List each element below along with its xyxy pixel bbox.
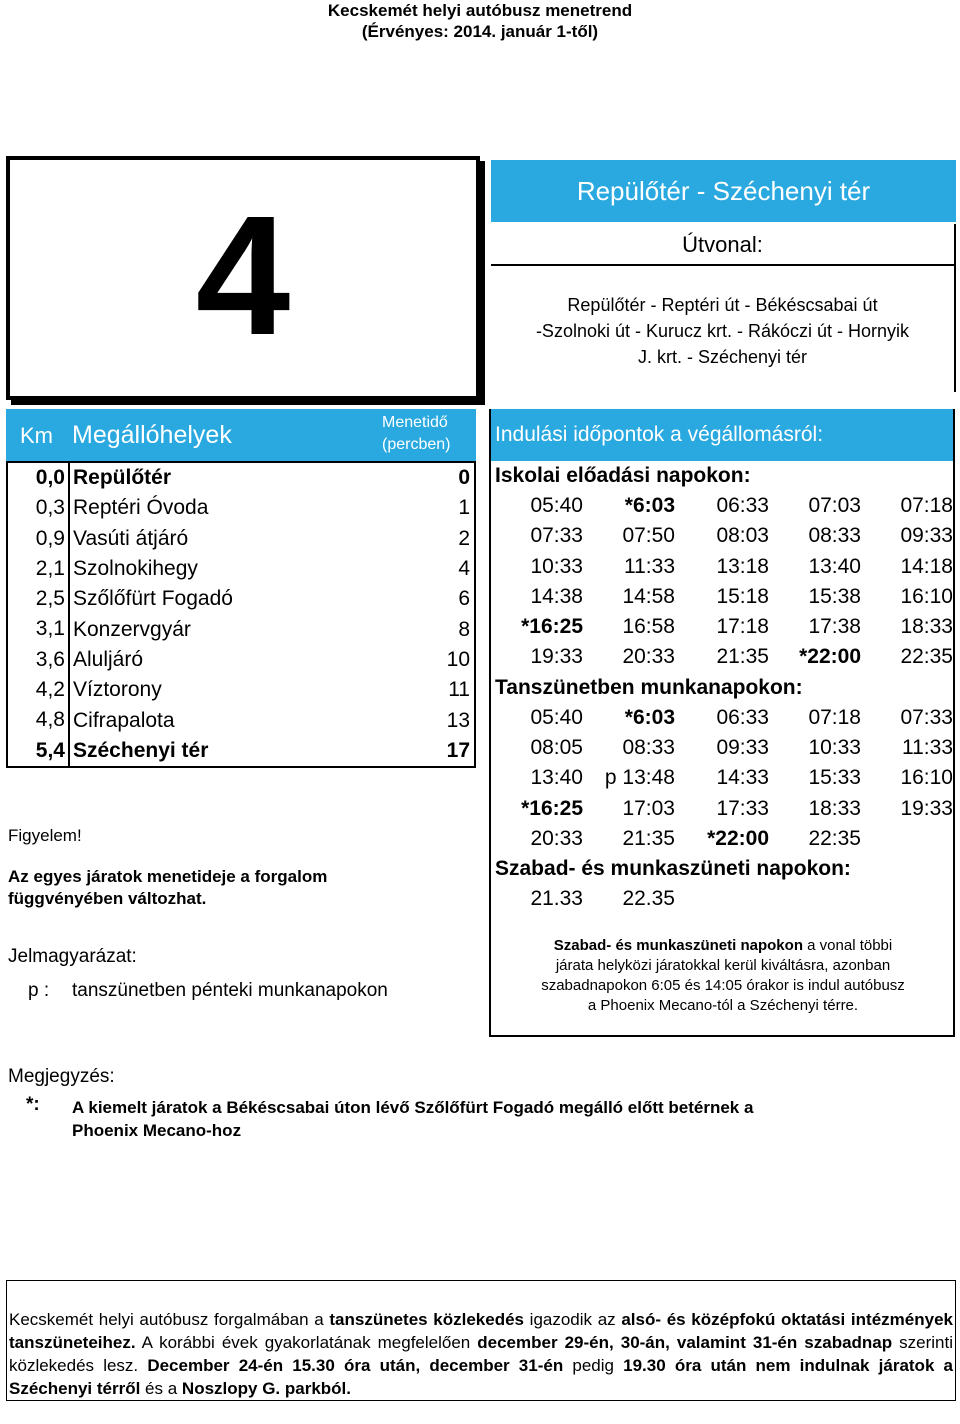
- departure-time: 07:18: [900, 494, 953, 517]
- departure-time: *16:25: [521, 615, 583, 639]
- route-name: Repülőtér - Széchenyi tér: [491, 160, 956, 222]
- departure-time: 14:58: [622, 584, 675, 608]
- km-header: Km: [20, 423, 53, 448]
- departure-time: 16:10: [900, 766, 953, 790]
- footer-bold: 19.30 óra után nem indulnak járatok a Széchenyi térről: [9, 1356, 954, 1398]
- departure-time: 13:18: [716, 554, 769, 578]
- departure-time: 19:33: [900, 796, 953, 820]
- notice-text: [8, 866, 327, 910]
- footer-bold: December 24-én 15.30 óra után, december 31-én: [147, 1356, 564, 1375]
- departure-row: [491, 703, 955, 733]
- departure-time: 17:38: [808, 615, 861, 639]
- footer-text: és a: [140, 1379, 182, 1398]
- stop-row: [8, 584, 474, 614]
- stop-km: 4,8: [8, 705, 70, 735]
- departure-time: 09:33: [900, 524, 953, 548]
- schedule-section-label: Tanszünetben munkanapokon:: [495, 675, 803, 699]
- stop-name: Víztorony: [73, 678, 162, 702]
- departure-time: 14:33: [716, 766, 769, 790]
- departure-row: [491, 642, 955, 672]
- stop-km: 3,1: [8, 614, 70, 644]
- stop-row: [8, 705, 474, 735]
- weekend-note-line: járata helyközi járatokkal kerül kiváltásra, azonban: [555, 957, 891, 974]
- departure-time: 05:40: [530, 705, 583, 729]
- attention-label: Figyelem!: [8, 826, 82, 845]
- departure-time: 07:18: [808, 705, 861, 729]
- departure-time: 08:33: [622, 736, 675, 760]
- remark-line: Phoenix Mecano-hoz: [72, 1121, 242, 1140]
- route-box: [491, 224, 956, 392]
- stop-runtime: 2: [458, 526, 470, 550]
- remark-line: A kiemelt járatok a Békéscsabai úton lévő Szőlőfürt Fogadó megálló előtt betérnek a: [72, 1098, 754, 1117]
- stop-runtime: 11: [448, 678, 470, 702]
- departure-time: 14:18: [900, 554, 953, 578]
- stop-runtime: 6: [458, 587, 470, 611]
- departure-time: 22:35: [900, 645, 953, 669]
- stop-km: 2,1: [8, 554, 70, 584]
- stop-runtime: 10: [446, 647, 470, 671]
- stop-name: Szolnokihegy: [73, 557, 198, 581]
- departure-time: p 13:48: [604, 766, 675, 790]
- footer-text: A korábbi évek gyakorlatának megfelelően: [135, 1333, 478, 1352]
- departure-row: [491, 763, 955, 793]
- page-title: Kecskemét helyi autóbusz menetrend: [327, 1, 633, 20]
- stop-km: 2,5: [8, 584, 70, 614]
- departure-time: 19:33: [530, 645, 583, 669]
- departure-time: 11:33: [624, 554, 675, 578]
- stop-name: Reptéri Óvoda: [73, 496, 209, 520]
- legend-value: tanszünetben pénteki munkanapokon: [72, 980, 388, 1001]
- weekend-note-bold: Szabad- és munkaszüneti napokon: [553, 937, 803, 954]
- departures-header: [491, 409, 955, 461]
- departure-time: 10:33: [808, 736, 861, 760]
- departure-time: 18:33: [900, 615, 953, 639]
- route-divider: [491, 264, 956, 266]
- notice-line: Az egyes járatok menetideje a forgalom: [8, 867, 328, 886]
- stop-km: 4,2: [8, 675, 70, 705]
- stop-runtime: 1: [458, 496, 470, 520]
- departure-time: 15:33: [808, 766, 861, 790]
- stop-name: Széchenyi tér: [73, 738, 209, 762]
- stops-column-header: Megállóhelyek: [72, 421, 232, 449]
- stop-row: [8, 675, 474, 705]
- stop-name: Vasúti átjáró: [73, 526, 189, 550]
- route-label: Útvonal:: [682, 232, 763, 257]
- stop-name: Aluljáró: [73, 647, 144, 671]
- departure-time: 15:18: [716, 584, 769, 608]
- departure-time: *16:25: [521, 796, 583, 820]
- remark-title: Megjegyzés:: [8, 1066, 115, 1087]
- departures-frame-bottom: [489, 1035, 955, 1037]
- departure-row: [491, 733, 955, 763]
- route-path-line: Repülőtér - Reptéri út - Békéscsabai út: [567, 295, 878, 315]
- footer-text: Kecskemét helyi autóbusz forgalmában a: [9, 1310, 330, 1329]
- stop-name: Repülőtér: [73, 466, 172, 490]
- weekend-note-line: a Phoenix Mecano-tól a Széchenyi térre.: [587, 997, 859, 1014]
- departure-row: [491, 824, 955, 854]
- departure-time: 16:58: [622, 615, 675, 639]
- departures-header-label: Indulási időpontok a végállomásról:: [495, 423, 824, 446]
- footer-notice: [6, 1280, 956, 1401]
- departure-time: 22.35: [622, 887, 675, 911]
- departure-row: [491, 491, 955, 521]
- departure-time: 21:35: [622, 826, 675, 850]
- departure-time: 09:33: [716, 736, 769, 760]
- stop-row: [8, 493, 474, 523]
- departure-time: 05:40: [530, 494, 583, 517]
- departure-row: [491, 521, 955, 551]
- departure-time: 13:40: [808, 554, 861, 578]
- stops-table: [6, 461, 476, 768]
- stop-runtime: 4: [458, 557, 470, 581]
- runtime-header: Menetidő: [382, 414, 448, 431]
- footer-bold: tanszünetes közlekedés: [329, 1310, 524, 1329]
- departure-time: 20:33: [622, 645, 675, 669]
- schedule-section-label: Szabad- és munkaszüneti napokon:: [495, 857, 851, 881]
- stop-runtime: 13: [446, 708, 470, 732]
- departure-row: [491, 884, 955, 914]
- route-path-line: -Szolnoki út - Kurucz krt. - Rákóczi út - Hornyik: [535, 321, 910, 341]
- validity-subtitle: (Érvényes: 2014. január 1-től): [361, 22, 599, 41]
- stop-row: [8, 736, 474, 766]
- stop-runtime: 8: [458, 617, 470, 641]
- stop-row: [8, 524, 474, 554]
- line-number-box: [6, 156, 480, 400]
- departure-time: 07:03: [808, 494, 861, 517]
- departure-time: 08:03: [716, 524, 769, 548]
- departure-time: 14:38: [530, 584, 583, 608]
- stop-name: Szőlőfürt Fogadó: [73, 587, 233, 611]
- footer-bold: Noszlopy G. parkból.: [181, 1379, 352, 1398]
- departure-row: [491, 552, 955, 582]
- remark-text: [72, 1096, 753, 1142]
- departure-time: 08:33: [808, 524, 861, 548]
- remark-symbol: *:: [26, 1094, 40, 1115]
- stop-km: 0,0: [8, 463, 70, 493]
- stops-header: [6, 409, 476, 461]
- line-number: 4: [195, 181, 291, 371]
- departure-row: [491, 582, 955, 612]
- footer-text: szerinti közlekedés lesz.: [9, 1333, 953, 1375]
- stop-runtime: 0: [458, 466, 470, 490]
- stop-row: [8, 614, 474, 644]
- weekend-note-line: szabadnapokon 6:05 és 14:05 órakor is indul autóbusz: [541, 977, 905, 994]
- notice-line: függvényében változhat.: [8, 889, 207, 908]
- stop-km: 0,3: [8, 493, 70, 523]
- footer-text: igazodik az: [524, 1310, 622, 1329]
- departure-time: 17:03: [622, 796, 675, 820]
- departure-time: 13:40: [530, 766, 583, 790]
- departure-time: 20:33: [530, 826, 583, 850]
- departure-time: 10:33: [530, 554, 583, 578]
- departure-row: [491, 612, 955, 642]
- departure-time: *6:03: [624, 705, 675, 729]
- departure-time: 07:33: [530, 524, 583, 548]
- legend-key: p :: [28, 980, 50, 1001]
- departure-time: *6:03: [624, 494, 675, 517]
- departure-time: 07:50: [622, 524, 675, 548]
- departure-time: 18:33: [808, 796, 861, 820]
- route-path-line: J. krt. - Széchenyi tér: [637, 347, 808, 367]
- departure-time: 17:18: [716, 615, 769, 639]
- departure-time: 15:38: [808, 584, 861, 608]
- stop-runtime: 17: [446, 738, 470, 762]
- departure-time: 11:33: [902, 736, 953, 760]
- departure-time: 22:35: [808, 826, 861, 850]
- stop-km: 3,6: [8, 645, 70, 675]
- departure-time: 17:33: [716, 796, 769, 820]
- departure-row: [491, 794, 955, 824]
- departure-time: 16:10: [900, 584, 953, 608]
- departure-time: *22:00: [799, 645, 861, 669]
- stop-row: [8, 463, 474, 493]
- departure-time: 21.33: [530, 887, 583, 911]
- stop-km: 5,4: [8, 736, 70, 766]
- departure-time: 06:33: [716, 494, 769, 517]
- runtime-unit: (percben): [382, 436, 451, 453]
- legend-title: Jelmagyarázat:: [8, 946, 137, 967]
- schedule-section-label: Iskolai előadási napokon:: [495, 464, 751, 487]
- footer-text: pedig: [563, 1356, 624, 1375]
- departure-time: 07:33: [900, 705, 953, 729]
- departure-time: 06:33: [716, 705, 769, 729]
- departure-time: 08:05: [530, 736, 583, 760]
- footer-bold: december 29-én, 30-án, valamint 31-én szabadnap: [477, 1333, 893, 1352]
- route-path: [491, 292, 954, 370]
- stop-row: [8, 554, 474, 584]
- stop-km: 0,9: [8, 524, 70, 554]
- stop-name: Konzervgyár: [73, 617, 191, 641]
- departure-time: 21:35: [716, 645, 769, 669]
- footer-bold: oktatási intézmények tanszüneteihez.: [9, 1310, 953, 1352]
- departures-table: [491, 461, 955, 915]
- stop-row: [8, 645, 474, 675]
- weekend-note-text: a vonal többi: [802, 937, 893, 954]
- footer-bold: alsó- és középfokú: [621, 1310, 776, 1329]
- weekend-note: [491, 936, 955, 1016]
- departure-time: *22:00: [707, 826, 769, 850]
- stop-name: Cifrapalota: [73, 708, 175, 732]
